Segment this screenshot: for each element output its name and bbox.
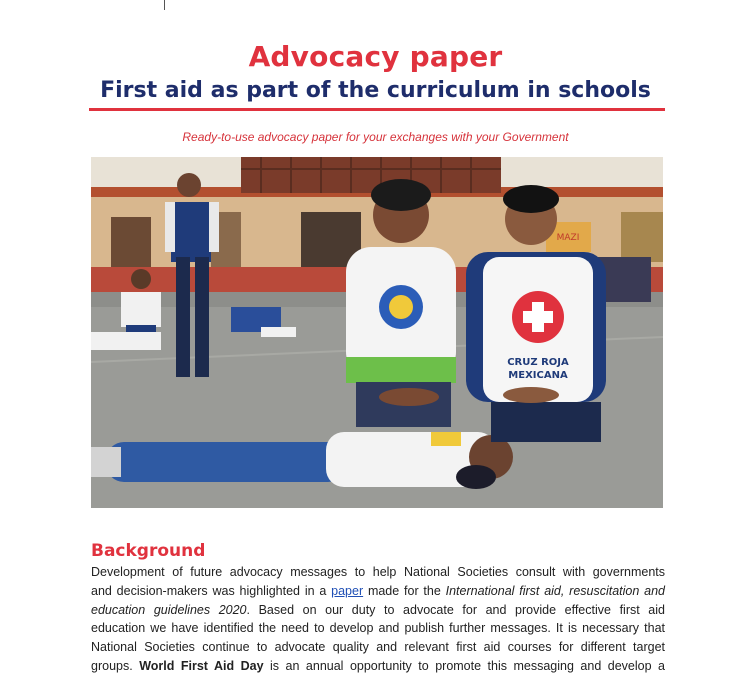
wall-banner-text: MAZI — [556, 233, 580, 243]
document-subtitle: First aid as part of the curriculum in schools — [100, 78, 651, 103]
text-span: and decision-makers was highlighted in a — [91, 583, 332, 598]
text-span: groups. — [91, 658, 140, 673]
document-tagline: Ready-to-use advocacy paper for your exchanges with your Government — [182, 130, 569, 144]
first-aid-training-photo — [91, 157, 663, 508]
paragraph-line: National Societies continue to advocate quality and relevant first aid courses for different target — [91, 640, 665, 655]
cover-photo — [91, 157, 663, 508]
paragraph-line — [91, 657, 665, 676]
paragraph-line — [91, 601, 665, 620]
guidelines-title-italic: International first aid, resuscitation and — [445, 583, 666, 598]
title-divider — [89, 108, 665, 111]
background-heading: Background — [91, 541, 206, 561]
paper-link[interactable]: paper — [331, 583, 364, 598]
paragraph-line — [91, 582, 665, 601]
text-span: made for the — [363, 583, 446, 598]
page-edge-mark — [164, 0, 165, 10]
world-first-aid-day-bold: World First Aid Day — [139, 658, 264, 673]
vest-text-line1: CRUZ ROJA — [507, 357, 569, 368]
text-span: . Based on our duty to advocate for and provide effective first aid — [246, 602, 665, 617]
paragraph-line: Development of future advocacy messages to help National Societies consult with governments — [91, 565, 665, 579]
guidelines-title-italic: education guidelines 2020 — [91, 602, 247, 617]
vest-text-line2: MEXICANA — [508, 370, 568, 381]
paragraph-line: education we have identified the need to develop and publish further messages. It is necessary that — [91, 621, 665, 636]
text-span: is an annual opportunity to promote this messaging and develop a — [263, 658, 665, 673]
document-title: Advocacy paper — [248, 40, 503, 73]
background-paragraph — [91, 563, 665, 676]
